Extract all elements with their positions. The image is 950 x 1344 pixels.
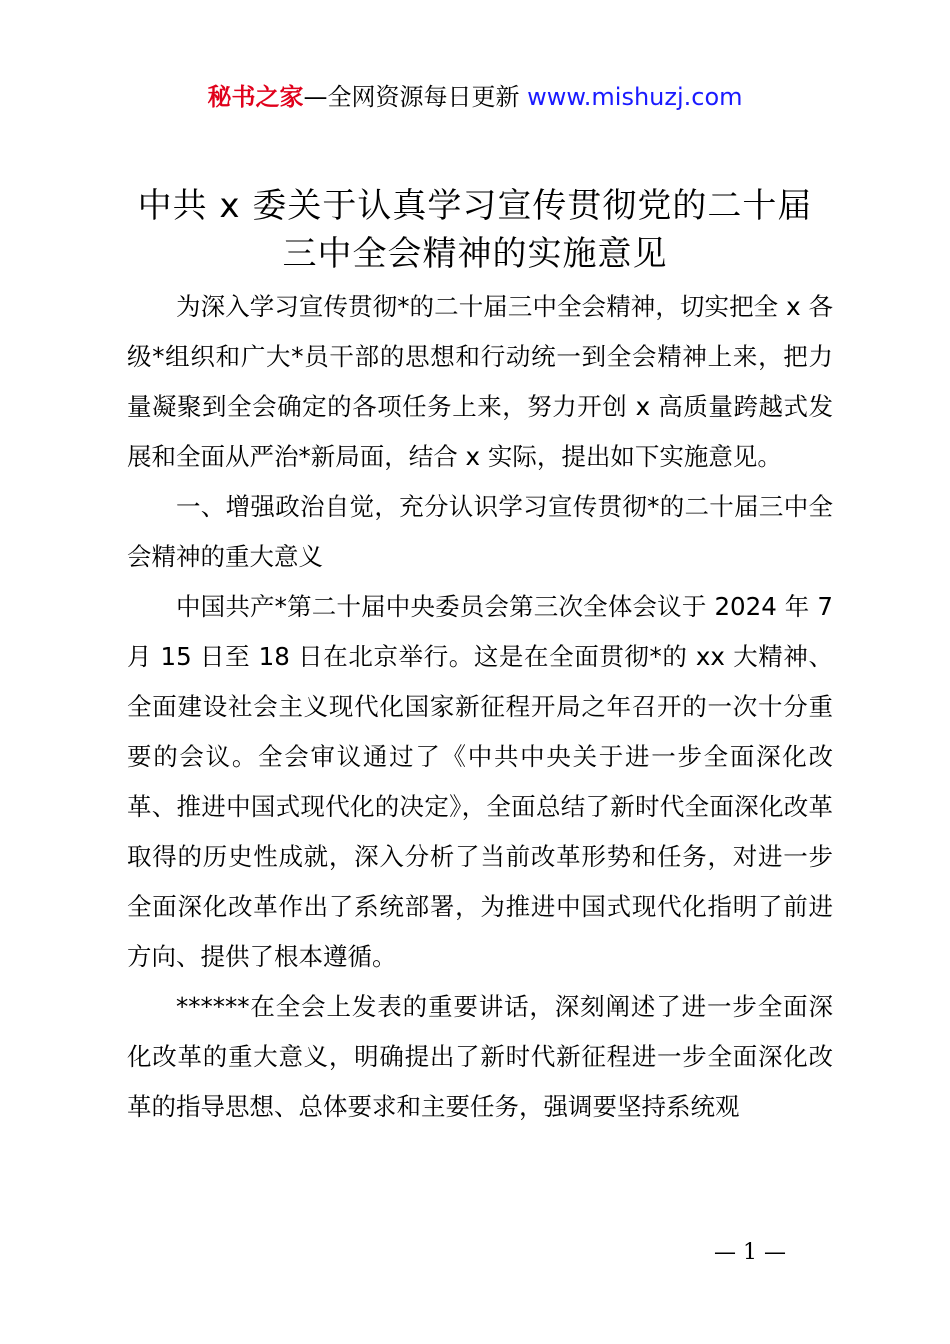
document-title [100,182,850,278]
site-url-link[interactable]: www.mishuzj.com [527,83,743,111]
title-line-1: 中共 x 委关于认真学习宣传贯彻党的二十届 [137,186,813,226]
body-paragraph-1: 中国共产*第二十届中央委员会第三次全体会议于 2024 年 7 月 15 日至 18 日在北京举行。这是在全面贯彻*的 xx 大精神、全面建设社会主义现代化国家新征程开局之年召开的一次十分重要的会议。全会审议通过了《中共中央关于进一步全面深化改革、推进中国式现代化的决定》，全面总结了新时代全面深化改革取得的历史性成就，深入分析了当前改革形势和任务，对进一步全面深化改革作出了系统部署，为推进中国式现代化指明了前进方向、提供了根本遵循。 [127,592,833,971]
intro-paragraph: 为深入学习宣传贯彻*的二十届三中全会精神，切实把全 x 各级*组织和广大*员干部的思想和行动统一到全会精神上来，把力量凝聚到全会确定的各项任务上来，努力开创 x 高质量跨越式发展和全面从严治*新局面，结合 x 实际，提出如下实施意见。 [127,292,833,471]
document-body [127,282,833,1132]
section-heading-1: 一、增强政治自觉，充分认识学习宣传贯彻*的二十届三中全会精神的重大意义 [127,492,833,571]
site-header [0,80,950,114]
brand-name: 秘书之家 [207,83,304,111]
page-number: — 1 — [714,1240,786,1265]
header-tagline: —全网资源每日更新 [303,83,520,111]
title-line-2: 三中全会精神的实施意见 [282,234,668,274]
body-paragraph-2: ******在全会上发表的重要讲话，深刻阐述了进一步全面深化改革的重大意义，明确提出了新时代新征程进一步全面深化改革的指导思想、总体要求和主要任务，强调要坚持系统观 [127,992,833,1121]
